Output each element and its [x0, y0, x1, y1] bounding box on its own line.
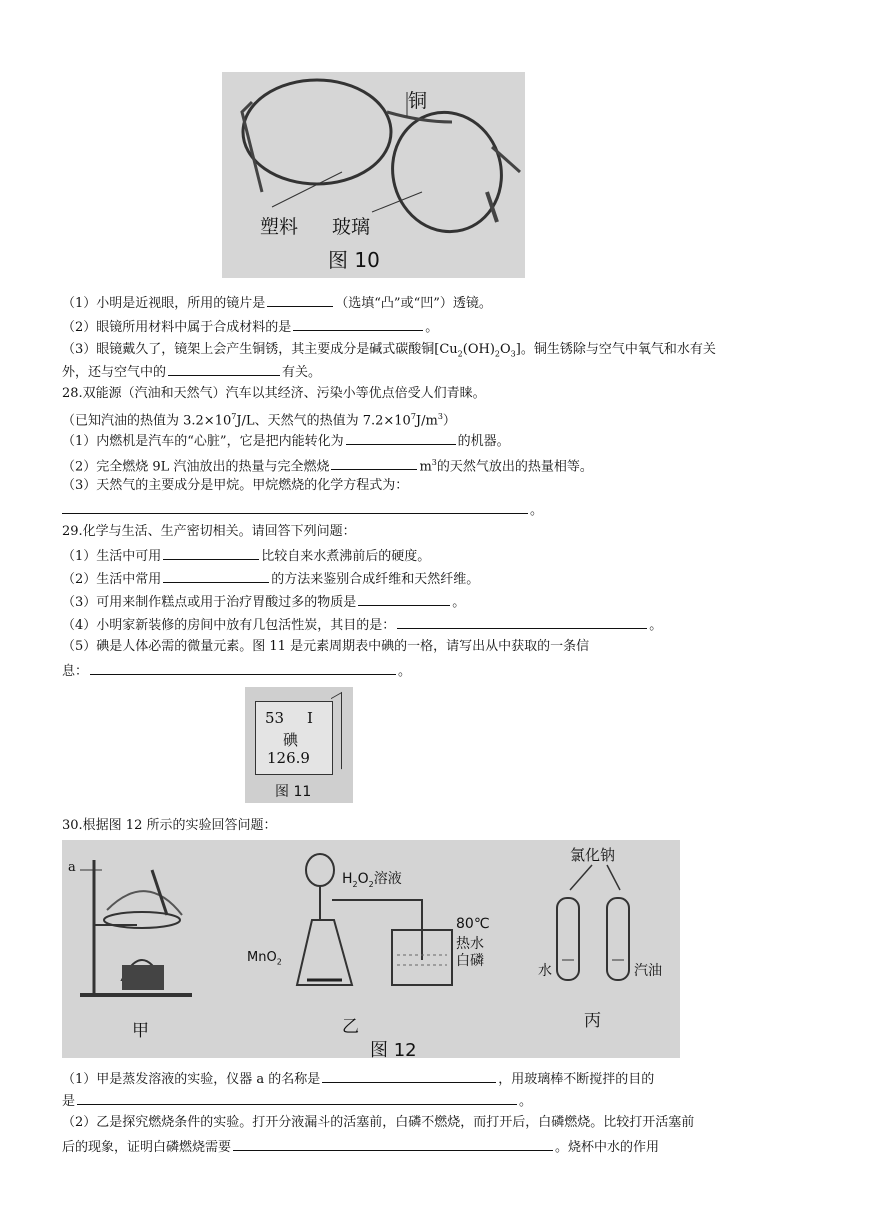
q27-3-answer-blank[interactable] — [168, 361, 280, 376]
q29-line-4: （4）小明家新装修的房间中放有几包活性炭，其目的是： 。 — [62, 614, 662, 636]
q30-stem: 30.根据图 12 所示的实验回答问题： — [62, 818, 277, 833]
q27-line-3: （3）眼镜戴久了，镜架上会产生铜锈，其主要成分是碱式碳酸铜$[Cu_2(OH)_2O_3]$。铜生锈除与空气中氧气和水有关 — [62, 342, 716, 359]
q29-4-answer-blank[interactable] — [397, 614, 647, 629]
q29-line-3: （3）可用来制作糕点或用于治疗胃酸过多的物质是 。 — [62, 591, 465, 613]
q29-5-answer-blank[interactable] — [90, 660, 396, 675]
q29-line-5: （5）碘是人体必需的微量元素。图 11 是元素周期表中碘的一格，请写出从中获取的一条信 — [62, 639, 590, 654]
q30-line-2b: 后的现象，证明白磷燃烧需要 。烧杯中水的作用 — [62, 1136, 659, 1158]
fig10-caption: 图 10 — [328, 248, 380, 272]
q29-stem: 29.化学与生活、生产密切相关。请回答下列问题： — [62, 524, 356, 539]
q30-1-answer-blank-b[interactable] — [77, 1090, 517, 1105]
q28-3-answer-blank[interactable] — [62, 499, 528, 514]
q28-2-answer-blank[interactable] — [331, 455, 417, 470]
q27-line-2: （2）眼镜所用材料中属于合成材料的是 。 — [62, 316, 438, 338]
label-gasoline: 汽油 — [634, 963, 662, 979]
q27-line-1: （1）小明是近视眼，所用的镜片是 （选填“凸”或“凹”）透镜。 — [62, 292, 492, 314]
figure-10-glasses — [222, 72, 525, 278]
q28-line-3: （3）天然气的主要成分是甲烷。甲烷燃烧的化学方程式为： — [62, 478, 409, 493]
q27-2-answer-blank[interactable] — [293, 316, 423, 331]
atomic-number: 53 — [265, 709, 285, 727]
q29-line-5-answer: 息： 。 — [62, 660, 411, 682]
figure-11-iodine-cell — [245, 687, 353, 803]
q27-1-answer-blank[interactable] — [267, 292, 333, 307]
label-copper: 铜 — [408, 90, 428, 112]
q28-stem: 28.双能源（汽油和天然气）汽车以其经济、污染小等优点倍受人们青睐。 — [62, 386, 486, 401]
q29-2-answer-blank[interactable] — [163, 568, 269, 583]
q28-note: （已知汽油的热值为 $3.2\times 10^7J/L$、天然气的热值为 $7.2\times 10^7J/m^3$） — [62, 412, 456, 429]
label-water: 水 — [538, 963, 552, 979]
label-jia: 甲 — [132, 1021, 149, 1041]
label-bing: 丙 — [584, 1011, 601, 1031]
q28-1-answer-blank[interactable] — [346, 430, 456, 445]
q30-line-1: （1）甲是蒸发溶液的实验，仪器 a 的名称是 ，用玻璃棒不断搅拌的目的 — [62, 1068, 654, 1090]
q30-2-answer-blank[interactable] — [233, 1136, 553, 1151]
label-plastic: 塑料 — [260, 216, 299, 238]
q29-line-2: （2）生活中常用 的方法来鉴别合成纤维和天然纤维。 — [62, 568, 479, 590]
q30-line-2: （2）乙是探究燃烧条件的实验。打开分液漏斗的活塞前，白磷不燃烧，而打开后，白磷燃烧。比较打开活塞前 — [62, 1115, 695, 1130]
element-cell-depth — [331, 692, 342, 775]
figure-12-experiments — [62, 840, 680, 1058]
label-nacl: 氯化钠 — [570, 846, 616, 864]
element-name: 碘 — [283, 731, 299, 749]
q28-line-2: （2）完全燃烧 9L 汽油放出的热量与完全燃烧 $m^3$的天然气放出的热量相等。 — [62, 453, 593, 477]
label-temp: 80℃ — [456, 916, 490, 932]
q30-1-answer-blank-a[interactable] — [322, 1068, 496, 1083]
q29-3-answer-blank[interactable] — [358, 591, 450, 606]
q28-line-3-answer: 。 — [62, 499, 543, 521]
q29-line-1: （1）生活中可用 比较自来水煮沸前后的硬度。 — [62, 545, 430, 567]
atomic-mass: 126.9 — [267, 749, 310, 767]
label-white-phosphorus: 白磷 — [456, 953, 484, 969]
q28-line-1: （1）内燃机是汽车的“心脏”，它是把内能转化为 的机器。 — [62, 430, 510, 452]
fig12-caption: 图 12 — [370, 1040, 417, 1058]
label-yi: 乙 — [342, 1017, 359, 1037]
q27-line-4: 外，还与空气中的 有关。 — [62, 361, 321, 383]
label-glass: 玻璃 — [332, 216, 371, 238]
q30-line-1b: 是 。 — [62, 1090, 532, 1112]
label-a: a — [68, 860, 76, 875]
label-mno2: MnO$_2$ — [247, 950, 282, 967]
fig11-caption: 图 11 — [275, 784, 312, 800]
label-hot-water: 热水 — [456, 936, 484, 952]
label-h2o2: $H_2O_2$溶液 — [342, 871, 402, 889]
q29-1-answer-blank[interactable] — [163, 545, 259, 560]
element-symbol: I — [307, 709, 313, 727]
